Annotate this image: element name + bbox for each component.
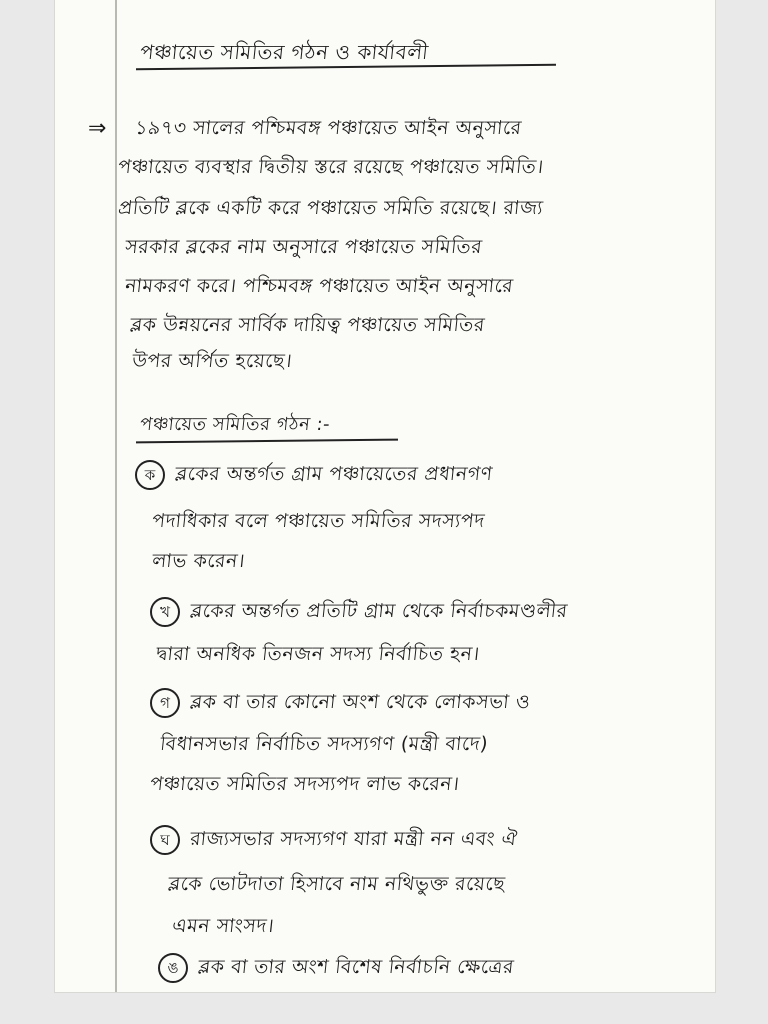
page-title: পঞ্চায়েত সমিতির গঠন ও কার্যাবলী xyxy=(139,40,430,64)
intro-line: নামকরণ করে। পশ্চিমবঙ্গ পঞ্চায়েত আইন অনুসারে xyxy=(124,275,515,297)
intro-line: উপর অর্পিত হয়েছে। xyxy=(131,350,294,372)
item-line: পদাধিকার বলে পঞ্চায়েত সমিতির সদস্যপদ xyxy=(151,510,486,532)
item-line: দ্বারা অনধিক তিনজন সদস্য নির্বাচিত হন। xyxy=(155,643,481,665)
margin-line xyxy=(115,0,117,992)
item-line: রাজ্যসভার সদস্যগণ যারা মন্ত্রী নন এবং ঐ xyxy=(189,828,519,850)
intro-line: পঞ্চায়েত ব্যবস্থার দ্বিতীয় স্তরে রয়েছে পঞ্চায়েত সমিতি। xyxy=(117,156,545,178)
item-line: পঞ্চায়েত সমিতির সদস্যপদ লাভ করেন। xyxy=(149,773,461,795)
item-line: ব্লকের অন্তর্গত গ্রাম পঞ্চায়েতের প্রধানগণ xyxy=(174,463,494,485)
item-line: ব্লকের অন্তর্গত প্রতিটি গ্রাম থেকে নির্বাচকমণ্ডলীর xyxy=(189,600,569,622)
item-line: এমন সাংসদ। xyxy=(171,915,276,937)
intro-line: সরকার ব্লকের নাম অনুসারে পঞ্চায়েত সমিতির xyxy=(124,236,484,258)
item-marker: খ xyxy=(150,597,180,627)
item-line: লাভ করেন। xyxy=(151,550,247,572)
item-marker: ঙ xyxy=(158,953,188,983)
section-heading: পঞ্চায়েত সমিতির গঠন :- xyxy=(139,414,332,435)
item-line: ব্লকে ভোটদাতা হিসাবে নাম নথিভুক্ত রয়েছে xyxy=(167,873,507,895)
item-marker: ঘ xyxy=(150,825,180,855)
item-marker: ক xyxy=(135,460,165,490)
intro-line: ১৯৭৩ সালের পশ্চিমবঙ্গ পঞ্চায়েত আইন অনুসারে xyxy=(134,117,523,139)
item-marker: গ xyxy=(150,688,180,718)
item-line: ব্লক বা তার অংশ বিশেষ নির্বাচনি ক্ষেত্রের xyxy=(197,956,516,978)
item-line: বিধানসভার নির্বাচিত সদস্যগণ (মন্ত্রী বাদে) xyxy=(159,733,490,755)
intro-line: ব্লক উন্নয়নের সার্বিক দায়িত্ব পঞ্চায়েত সমিতির xyxy=(129,314,486,336)
item-line: ব্লক বা তার কোনো অংশ থেকে লোকসভা ও xyxy=(189,691,532,713)
right-arrow-icon: ⇒ xyxy=(88,116,107,141)
intro-line: প্রতিটি ব্লকে একটি করে পঞ্চায়েত সমিতি রয়েছে। রাজ্য xyxy=(117,197,545,219)
